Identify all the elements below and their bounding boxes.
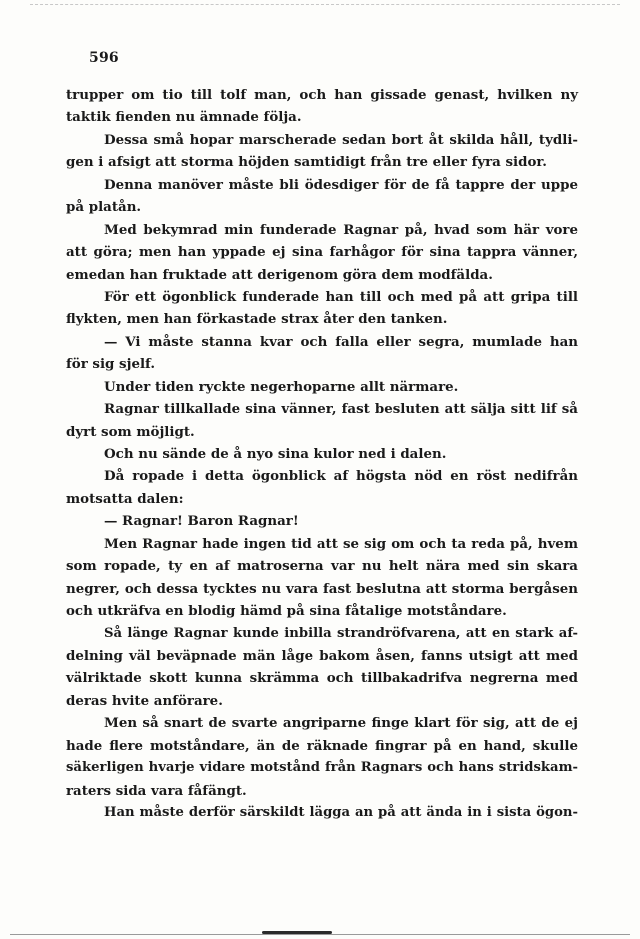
text-line: Han måste derför särskildt lägga an på att ända in i sista ögon- xyxy=(104,805,578,820)
page-number: 596 xyxy=(89,50,119,66)
text-line: Och nu sände de å nyo sina kulor ned i dalen. xyxy=(104,446,447,462)
text-line: trupper om tio till tolf man, och han gissade genast, hvilken ny xyxy=(66,87,578,103)
text-line: för sig sjelf. xyxy=(66,356,155,373)
body-text xyxy=(66,84,578,824)
text-line: emedan han fruktade att derigenom göra dem modfälda. xyxy=(66,266,493,283)
text-line: Denna manöver måste bli ödesdiger för de få tappre der uppe xyxy=(104,176,578,193)
text-line: Då ropade i detta ögonblick af högsta nöd en röst nedifrån xyxy=(104,468,578,485)
text-line: hade flere motståndare, än de räknade fingrar på en hand, skulle xyxy=(66,737,578,754)
text-line: — Ragnar! Baron Ragnar! xyxy=(104,513,299,530)
text-line: Dessa små hopar marscherade sedan bort åt skilda håll, tydli- xyxy=(104,131,578,148)
text-line: som ropade, ty en af matroserna var nu helt nära med sin skara xyxy=(66,558,578,575)
text-line: och utkräfva en blodig hämd på sina fåtalige motståndare. xyxy=(66,603,507,620)
text-line: negrer, och dessa tycktes nu vara fast beslutna att storma bergåsen xyxy=(66,580,578,597)
text-line: Under tiden ryckte negerhoparne allt närmare. xyxy=(104,378,459,395)
text-line: Men så snart de svarte angriparne finge klart för sig, att de ej xyxy=(104,715,578,732)
text-line: motsatta dalen: xyxy=(66,490,184,507)
top-edge-rule xyxy=(30,4,620,5)
bottom-printer-mark xyxy=(262,931,332,934)
text-line: Men Ragnar hade ingen tid att se sig om och ta reda på, hvem xyxy=(104,535,578,552)
text-line: taktik fienden nu ämnade följa. xyxy=(66,109,302,126)
text-line: raters sida vara fåfängt. xyxy=(66,782,247,799)
text-line: — Vi måste stanna kvar och falla eller segra, mumlade han xyxy=(104,333,578,350)
text-line: välriktade skott kunna skrämma och tillbakadrifva negrerna med xyxy=(66,670,578,687)
text-line: att göra; men han yppade ej sina farhågor för sina tappra vänner, xyxy=(66,244,578,261)
text-line: delning väl beväpnade män låge bakom åsen, fanns utsigt att med xyxy=(66,647,578,664)
bottom-edge-rule xyxy=(10,934,630,935)
text-line: För ett ögonblick funderade han till och med på att gripa till xyxy=(104,288,578,305)
text-line: flykten, men han förkastade strax åter den tanken. xyxy=(66,311,448,328)
text-line: Så länge Ragnar kunde inbilla strandröfvarena, att en stark af- xyxy=(104,625,578,641)
text-line: deras hvite anförare. xyxy=(66,692,223,709)
text-line: Med bekymrad min funderade Ragnar på, hvad som här vore xyxy=(104,221,578,238)
text-line: säkerligen hvarje vidare motstånd från Ragnars och hans stridskam- xyxy=(66,760,578,776)
text-line: på platån. xyxy=(66,199,142,216)
text-line: dyrt som möjligt. xyxy=(66,423,195,440)
text-line: gen i afsigt att storma höjden samtidigt från tre eller fyra sidor. xyxy=(66,154,547,171)
text-line: Ragnar tillkallade sina vänner, fast besluten att sälja sitt lif så xyxy=(104,401,578,418)
